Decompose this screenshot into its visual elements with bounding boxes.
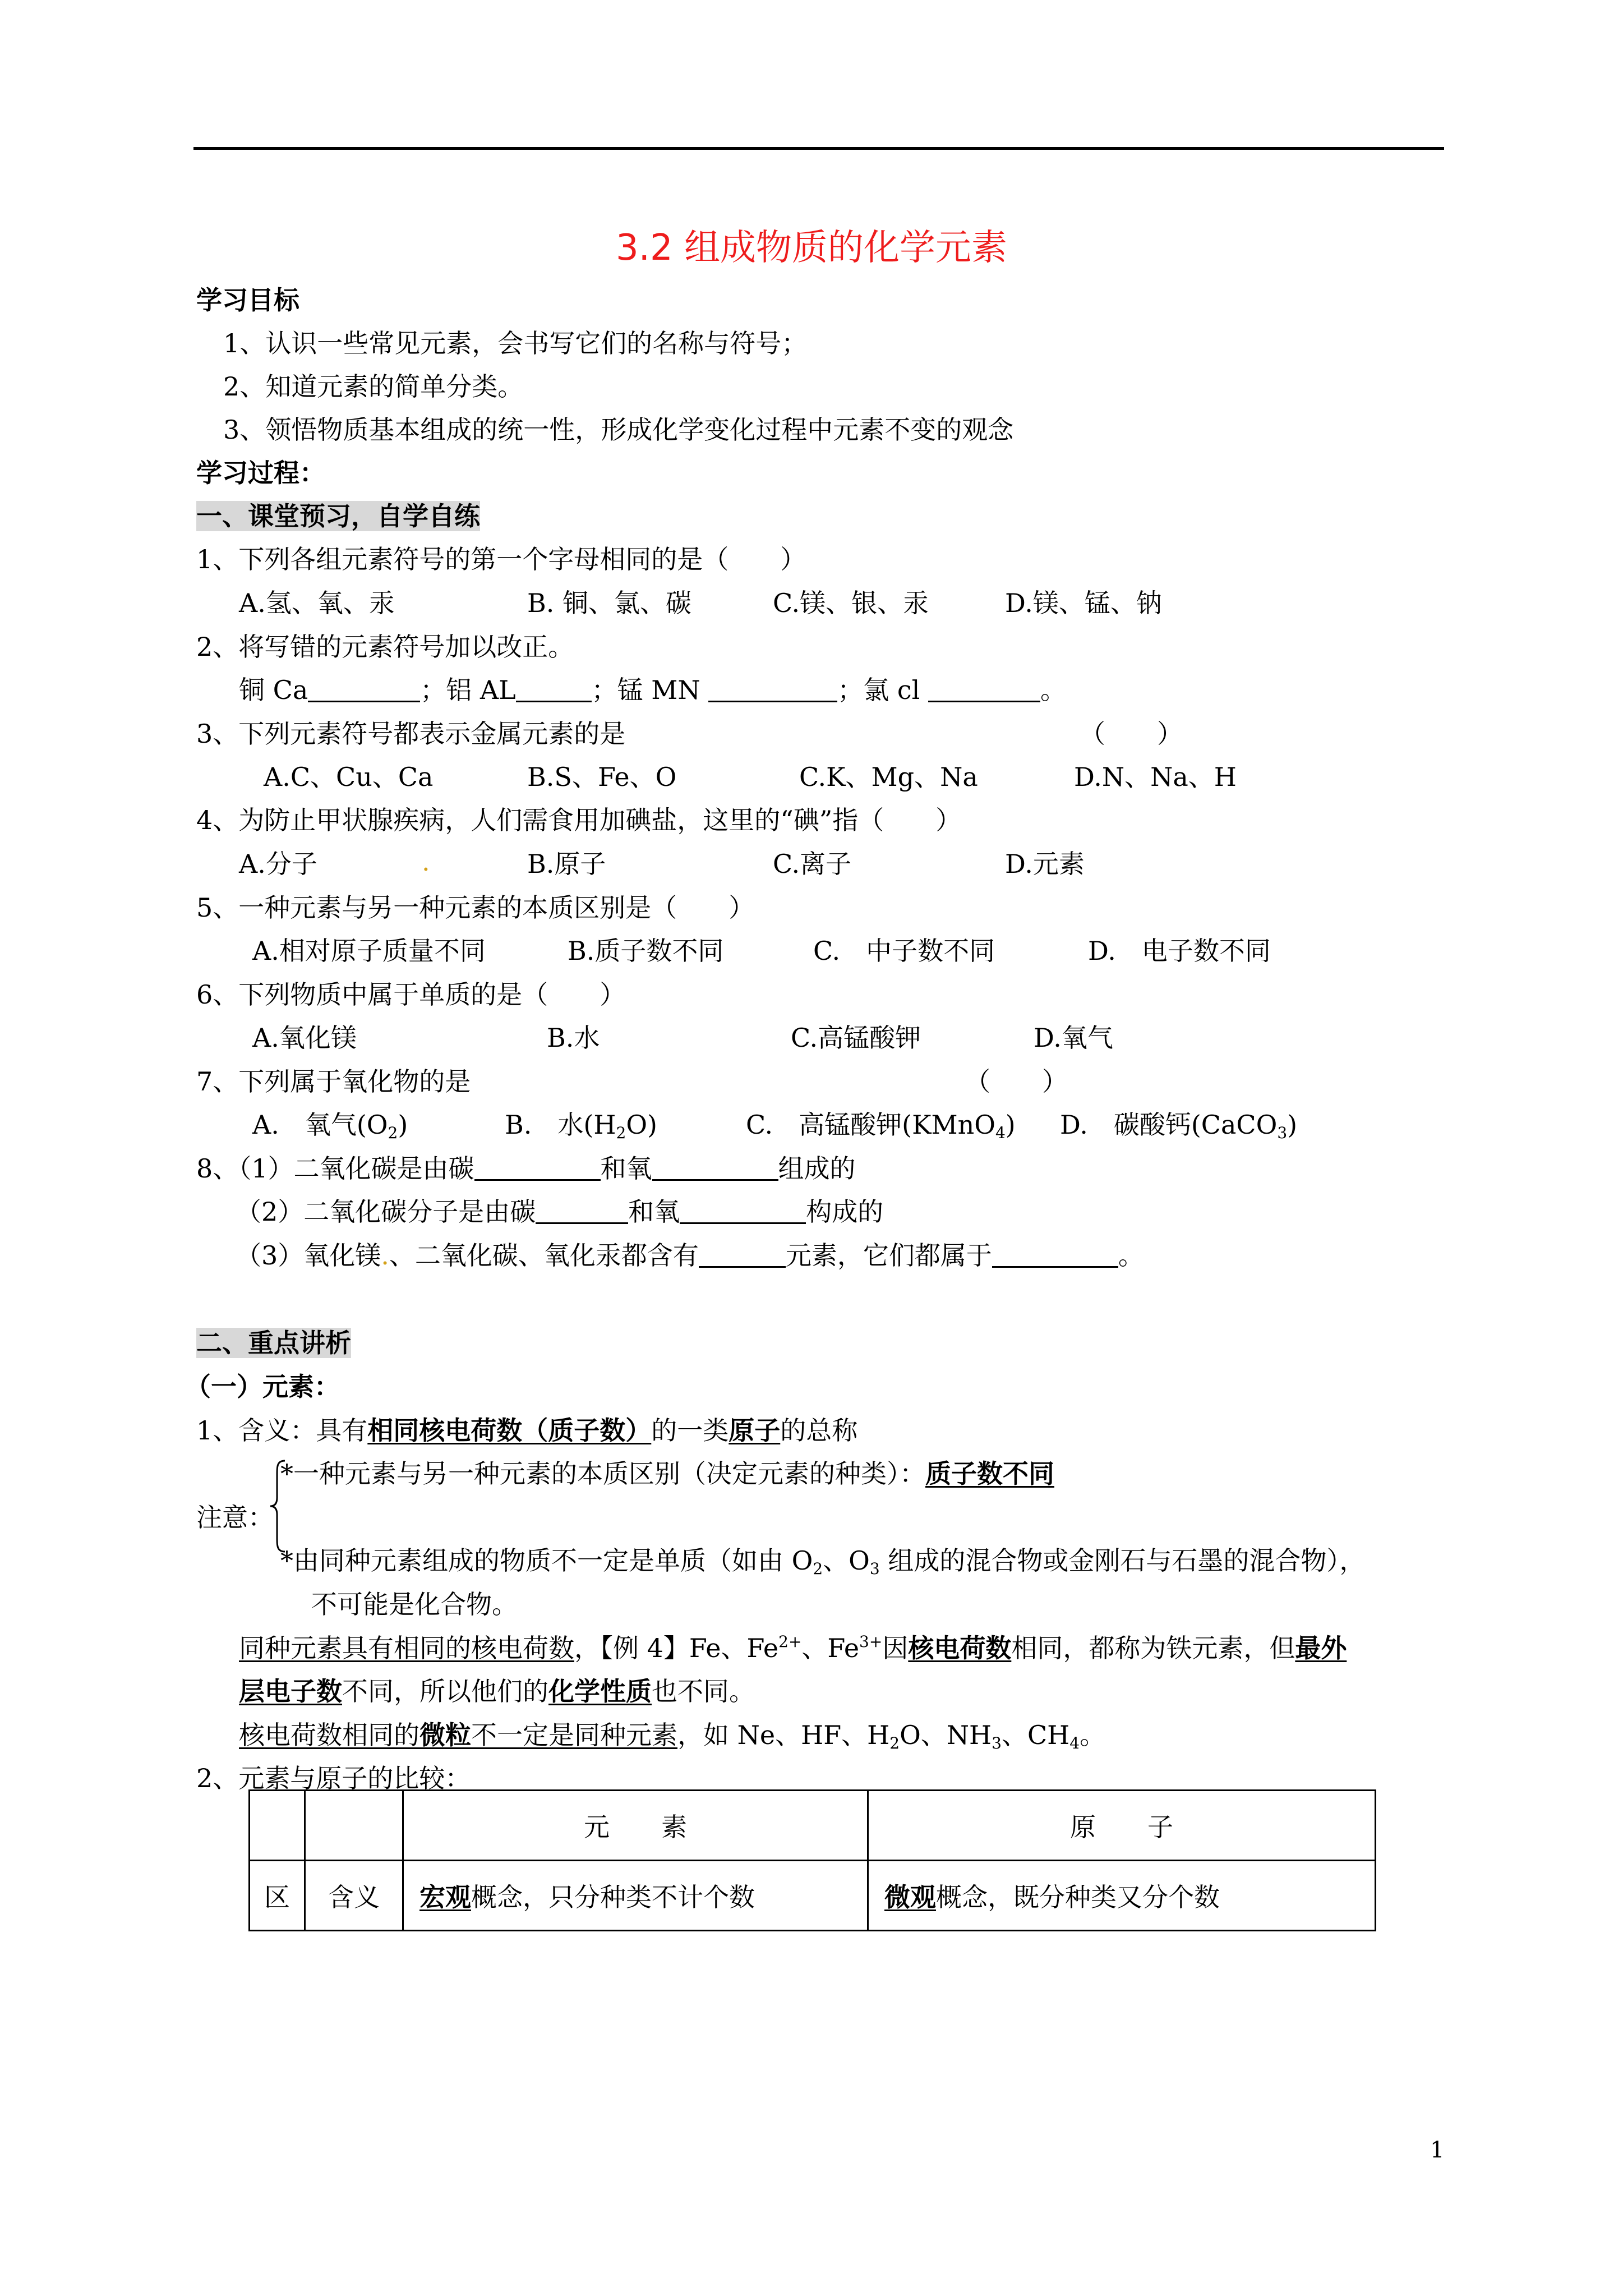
q5-option-d: D. 电子数不同 [1088, 936, 1271, 966]
answer-blank[interactable] [652, 1153, 778, 1181]
column-header-element: 元 素 [403, 1791, 868, 1861]
note-star-2: *由同种元素组成的物质不一定是单质（如由 $O_2$、$O_3$ 组成的混合物或金刚石与石墨的混合物）， [280, 1545, 1366, 1578]
question-6-stem: 6、下列物质中属于单质的是（ ） [196, 979, 626, 1010]
answer-blank[interactable] [474, 1153, 601, 1181]
q4-option-d: D.元素 [1005, 849, 1085, 879]
element-atom-comparison-table [248, 1789, 1376, 1931]
objectives-heading: 学习目标 [196, 285, 299, 315]
iron-example-line-1: 同种元素具有相同的核电荷数，【例 4】Fe、$Fe^{2+}$、$Fe^{3+}$因核电荷数相同，都称为铁元素，但最外 [239, 1632, 1347, 1663]
question-7-stem: 7、下列属于氧化物的是 [196, 1066, 471, 1097]
definition-line: 1、含义：具有相同核电荷数（质子数）的一类原子的总称 [196, 1415, 858, 1446]
question-4-stem: 4、为防止甲状腺疾病，人们需食用加碘盐，这里的“碘”指（ ） [196, 805, 962, 835]
q7-option-c: C. 高锰酸钾(KMnO$_4$) [746, 1110, 1016, 1142]
answer-blank[interactable] [699, 1240, 786, 1268]
question-5-stem: 5、一种元素与另一种元素的本质区别是（ ） [196, 892, 755, 923]
answer-blank[interactable] [308, 675, 420, 702]
q3-option-a: A.C、Cu、Ca [264, 762, 434, 792]
atom-meaning-cell: 微观概念，既分种类又分个数 [868, 1861, 1376, 1931]
note-star-1: *一种元素与另一种元素的本质区别（决定元素的种类）：质子数不同 [280, 1458, 1054, 1489]
q3-option-c: C.K、Mg、Na [799, 762, 978, 792]
particle-note: 核电荷数相同的微粒不一定是同种元素，如 Ne、HF、$H_2O$、$NH_3$、$CH_4$。 [239, 1720, 1106, 1752]
q6-option-b: B.水 [547, 1023, 600, 1053]
q3-option-d: D.N、Na、H [1074, 762, 1237, 792]
answer-blank[interactable] [680, 1197, 806, 1224]
q7-option-b: B. 水$(H_2O)$ [505, 1110, 657, 1142]
objective-item: 2、知道元素的简单分类。 [223, 371, 524, 402]
question-1-stem: 1、下列各组元素符号的第一个字母相同的是（ ） [196, 544, 806, 574]
q7-answer-paren: （ ） [965, 1066, 1068, 1097]
row-label-difference: 区 [250, 1861, 305, 1931]
stray-mark: . [422, 846, 430, 877]
table-cell [250, 1791, 305, 1861]
answer-blank[interactable] [928, 675, 1040, 702]
q4-option-b: B.原子 [527, 849, 606, 879]
question-8-part-2: （2）二氧化碳分子是由碳 和氧 构成的 [236, 1197, 884, 1227]
question-8-part-1: 8、（1）二氧化碳是由碳 和氧 组成的 [196, 1153, 856, 1184]
column-header-atom: 原 子 [868, 1791, 1376, 1861]
question-8-part-3: （3）氧化镁.、二氧化碳、氧化汞都含有 元素，它们都属于 。 [236, 1240, 1144, 1271]
answer-blank[interactable] [516, 675, 592, 702]
element-meaning-cell: 宏观概念，只分种类不计个数 [403, 1861, 868, 1931]
curly-brace-icon [269, 1458, 286, 1554]
q1-option-d: D.镁、锰、钠 [1005, 588, 1162, 618]
q6-option-d: D.氧气 [1034, 1023, 1113, 1053]
answer-blank[interactable] [708, 675, 837, 702]
q1-option-c: C.镁、银、汞 [773, 588, 929, 618]
table-row [250, 1861, 1376, 1931]
process-heading: 学习过程： [196, 458, 325, 488]
section1-heading: 一、课堂预习，自学自练 [196, 501, 480, 531]
objective-item: 3、领悟物质基本组成的统一性，形成化学变化过程中元素不变的观念 [223, 415, 1014, 445]
table-header-row [250, 1791, 1376, 1861]
q4-option-a: A.分子 [239, 849, 317, 879]
subsection-element-heading: （一）元素： [185, 1372, 340, 1402]
note-label: 注意： [196, 1502, 274, 1533]
page-number: 1 [1430, 2137, 1445, 2163]
q2-fill-line: 铜 Ca ；铝 AL ；锰 MN ；氯 cl 。 [239, 675, 1066, 705]
question-3-stem: 3、下列元素符号都表示金属元素的是 [196, 719, 626, 749]
table-cell [305, 1791, 403, 1861]
q4-option-c: C.离子 [773, 849, 852, 879]
section2-heading: 二、重点讲析 [196, 1328, 351, 1358]
q7-option-d: D. 碳酸钙(CaCO$_3$) [1060, 1110, 1298, 1142]
q6-option-c: C.高锰酸钾 [791, 1023, 921, 1053]
q5-option-a: A.相对原子质量不同 [252, 936, 486, 966]
answer-blank[interactable] [536, 1197, 628, 1224]
note-star-2-cont: 不可能是化合物。 [311, 1589, 518, 1619]
q6-option-a: A.氧化镁 [252, 1023, 357, 1053]
q5-option-b: B.质子数不同 [568, 936, 724, 966]
row-label-meaning: 含义 [305, 1861, 403, 1931]
page-title: 3.2 组成物质的化学元素 [615, 227, 1008, 269]
q5-option-c: C. 中子数不同 [813, 936, 995, 966]
answer-blank[interactable] [992, 1240, 1118, 1268]
question-2-stem: 2、将写错的元素符号加以改正。 [196, 632, 574, 662]
comparison-intro: 2、元素与原子的比较： [196, 1763, 471, 1793]
q1-option-a: A.氢、氧、汞 [239, 588, 395, 618]
header-rule [193, 147, 1444, 150]
q3-answer-paren: （ ） [1080, 719, 1183, 749]
q3-option-b: B.S、Fe、O [527, 762, 677, 792]
q7-option-a: A. 氧气$(O_2)$ [252, 1110, 408, 1142]
objective-item: 1、认识一些常见元素，会书写它们的名称与符号； [223, 328, 808, 358]
iron-example-line-2: 层电子数不同，所以他们的化学性质也不同。 [239, 1676, 755, 1706]
q1-option-b: B. 铜、氯、碳 [527, 588, 692, 618]
